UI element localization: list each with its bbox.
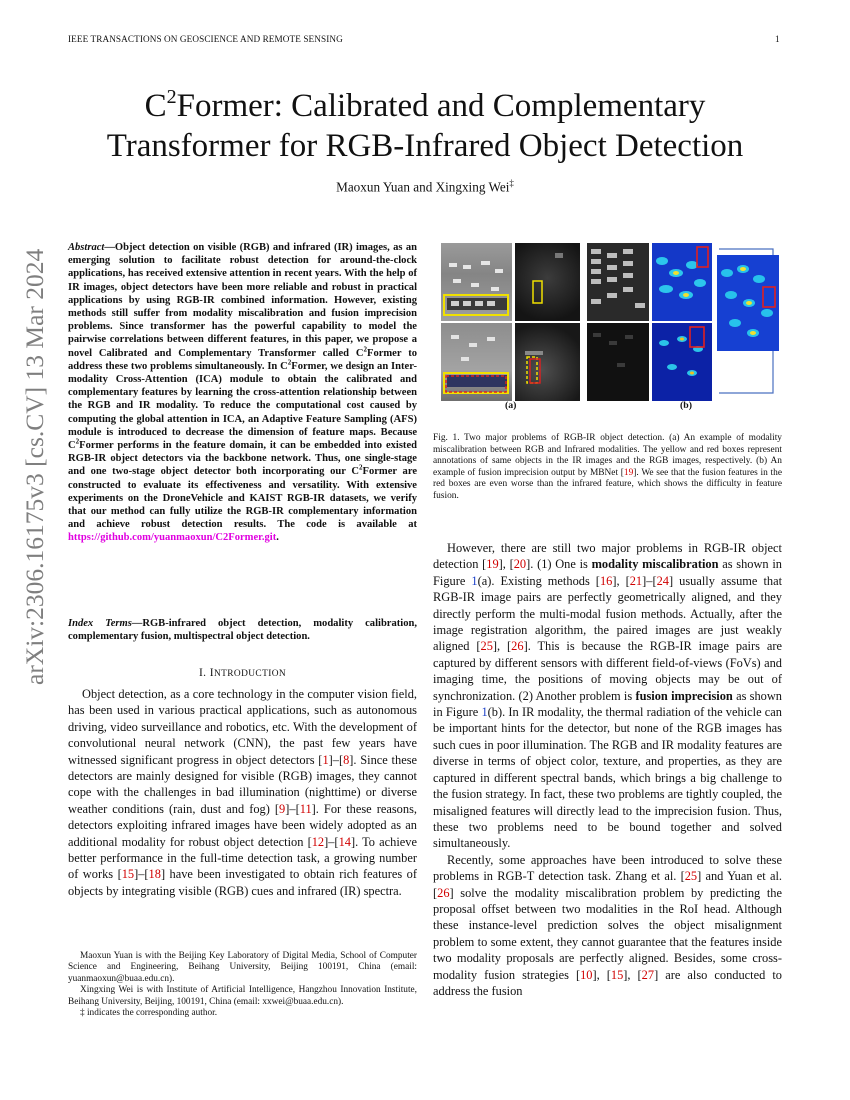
right-column-body	[433, 540, 782, 999]
abstract-sup-3: 2	[75, 437, 80, 446]
page-number: 1	[775, 34, 780, 44]
rgb-aerial-image-top	[441, 243, 512, 321]
citation-link[interactable]: 25	[684, 869, 698, 884]
citation-link[interactable]: 16	[599, 573, 613, 588]
body-text: Recently, some approaches have been introduced to solve these problems in RGB-T detection task. Zhang et al. [	[433, 852, 782, 884]
body-text: ]. This is because the RGB-IR image pairs are captured by different sensors with different field-of-views (FoVs) and imaging time, the positions of moving objects may be out of synchronization. (2) Another problem is	[433, 639, 782, 703]
citation-link[interactable]: 11	[299, 801, 312, 816]
footnote-corresponding: ‡ indicates the corresponding author.	[80, 1008, 218, 1019]
caption-head: Fig. 1.	[433, 433, 460, 443]
intro-text: ]–[	[285, 801, 300, 816]
title-line2: Transformer for RGB-Infrared Object Detection	[106, 128, 744, 164]
section-heading-introduction	[68, 667, 417, 679]
body-text: (b). In IR modality, the thermal radiation of the vehicle can be important hints for the detector, but none of the RGB images has such cues in poor illumination. The RGB and IR modality features are diverse in terms of object color, texture, and properties, as they are captured in different spectral bands, which brings a big challenge to the fusion strategy. In fact, these two problems are tightly coupled, the misaligned features will directly lead to the imprecision fusion. Thus, these two problems need to be bound together and solved simultaneously.	[433, 705, 782, 851]
citation-link[interactable]: 27	[641, 967, 655, 982]
body-text: ], [	[612, 573, 630, 588]
body-text: ], [	[492, 639, 512, 654]
paragraph-problems	[433, 540, 782, 852]
citation-link[interactable]: 19	[623, 467, 634, 478]
body-text: ] are also conducted to address the fusion	[433, 967, 782, 998]
title-superscript: 2	[166, 86, 177, 108]
intro-text: ]–[	[134, 867, 149, 882]
abstract-sup-1: 2	[363, 345, 367, 354]
citation-link[interactable]: 15	[610, 967, 624, 982]
arxiv-id: arXiv:2306.16175v3 [cs.CV] 13 Mar 2024	[20, 248, 49, 685]
running-header-journal: IEEE TRANSACTIONS ON GEOSCIENCE AND REMOTE SENSING	[68, 34, 343, 44]
code-link[interactable]: https://github.com/yuanmaoxun/C2Former.git	[68, 532, 277, 544]
intro-text: ]–[	[328, 752, 344, 767]
citation-link[interactable]: 9	[279, 801, 286, 816]
abstract-end: .	[276, 532, 279, 544]
body-text: ]–[	[642, 573, 657, 588]
rgb-parking-image	[587, 243, 649, 321]
section-number: I.	[198, 667, 210, 679]
body-text: as shown in Figure	[433, 688, 783, 720]
footnote-author-2: Xingxing Wei is with Institute of Artificial Intelligence, Hangzhou Innovation Institute, Beihang University, Beijing, 100191, China (email: xxwei@buaa.edu.cn).	[68, 985, 417, 1007]
infrared-feature-map-bottom	[652, 323, 712, 401]
arxiv-watermark	[20, 248, 56, 685]
paragraph-recent-approaches	[433, 852, 782, 1000]
ir-parking-image	[587, 323, 649, 401]
intro-text: ]. Since these detectors are mainly designed for visible (RGB) images, they cannot cope with the challenges in bad illumination (nighttime) or diverse weather conditions (rain, dust and fog) [	[68, 752, 418, 816]
title-line1: Former: Calibrated and Complementary	[176, 88, 706, 124]
figure-link[interactable]: 1	[471, 573, 478, 588]
figure-label-b: (b)	[680, 400, 692, 411]
citation-link[interactable]: 10	[580, 967, 593, 982]
citation-link[interactable]: 18	[148, 867, 161, 882]
ir-image-bottom	[515, 323, 580, 401]
body-text: as shown in Figure	[433, 557, 782, 588]
figure-1-caption	[433, 433, 782, 503]
authors-text: Maoxun Yuan and Xingxing Wei	[336, 179, 510, 195]
fusion-feature-map-top	[652, 243, 712, 321]
abstract-text-4: Former performs in the feature domain, it can be embedded into existed RGB-IR object detectors via the backbone network. Thus, one single-stage and one two-stage object detector both incorporating our C	[68, 440, 417, 478]
intro-text: ]. To achieve better performance in the full-time detection task, a growing number of works [	[68, 834, 417, 882]
body-text: ]. (1) One is	[526, 557, 592, 572]
body-text: ], [	[623, 967, 642, 982]
intro-text: Object detection, as a core technology in the computer vision field, has been used in various practical applications, such as autonomous driving, video surveillance and robotics, etc. With the development of convolutional neural network (CNN), the past few years have witnessed significant progress in object detectors [	[68, 687, 417, 767]
abstract-text-3: Former, we design an Inter-modality Cross-Attention (ICA) module to obtain the calibrated and complementary features by learning the cross-attention relationship between the RGB and IR modality. To reduce the computational cost caused by computing the global attention in ICA, an Adaptive Feature Sampling (AFS) module is introduced to decrease the dimension of feature maps. Because C	[68, 360, 417, 452]
abstract-sup-2: 2	[287, 358, 292, 367]
bold-term: modality miscalibration	[591, 557, 719, 572]
intro-text: ] have been investigated to obtain rich features of objects by integrating visible (RGB) cues and infrared (IR) spectra.	[68, 867, 417, 898]
abstract-text-5: Former are constructed to evaluate its effectiveness and versatility. With extensive experiments on the DroneVehicle and KAIST RGB-IR datasets, we verify that our method can fully utilize the RGB-IR complementary information and achieve robust detection results. The code is available at	[68, 466, 417, 531]
author-list	[60, 178, 790, 195]
citation-link[interactable]: 26	[437, 885, 450, 900]
citation-link[interactable]: 14	[338, 834, 351, 849]
citation-link[interactable]: 24	[656, 573, 669, 588]
paper-title	[60, 86, 790, 166]
title-c: C	[144, 88, 167, 124]
index-terms-text: —RGB-infrared object detection, modality calibration, complementary fusion, multispectral object detection.	[68, 618, 417, 643]
body-text: ], [	[592, 967, 611, 982]
body-text: ], [	[498, 557, 514, 572]
citation-link[interactable]: 12	[311, 834, 325, 849]
intro-text: ]–[	[324, 834, 339, 849]
body-text: ] and Yuan et al. [	[433, 869, 782, 900]
bold-term: fusion imprecision	[635, 688, 733, 703]
body-text: ] solve the modality miscalibration problem by predicting the proposal offset between two modalities in the RoI head. Although these instance-level prediction solves the object misalignment problem to some extent, they cannot guarantee that the features inside two modality proposals are perfectly aligned. Besides, some cross-modality fusion strategies [	[433, 885, 782, 982]
body-text: (a). Existing methods [	[477, 573, 600, 588]
citation-link[interactable]: 15	[121, 867, 135, 882]
footnote-author-1: Maoxun Yuan is with the Beijing Key Laboratory of Digital Media, School of Computer Science and Engineering, Beihang University, Beijing 100191, China (email: yuanmaoxun@buaa.edu.cn).	[68, 951, 417, 984]
abstract-text-1: —Object detection on visible (RGB) and infrared (IR) images, as an emerging solution to facilitate robust detection for around-the-clock applications, has received extensive attention in recent years. With the help of IR images, object detectors have been more reliable and robust in practical applications by using RGB-IR combined information. However, existing methods still suffer from modality miscalibration and fusion imprecision problems. Since transformer has the powerful capability to model the pairwise correlations between different features, in this paper, we propose a novel Calibrated and Complementary Transformer called C	[68, 242, 417, 359]
citation-link[interactable]: 21	[629, 573, 643, 588]
index-terms-lead: Index Terms	[68, 618, 132, 629]
citation-link[interactable]: 20	[513, 557, 527, 572]
citation-link[interactable]: 26	[511, 639, 524, 654]
abstract-lead: Abstract	[68, 242, 105, 253]
introduction-paragraph	[68, 686, 417, 899]
citation-link[interactable]: 25	[480, 639, 493, 654]
caption-text: ]. We see that the fusion features in the red boxes are even worse than the infrared feature, which shows the difficulty in feature fusion.	[433, 467, 782, 501]
figure-label-a: (a)	[505, 400, 517, 411]
section-rest: NTRODUCTION	[213, 669, 287, 679]
citation-link[interactable]: 1	[322, 752, 329, 767]
abstract	[68, 241, 417, 545]
abstract-text-2: Former to address these two problems simultaneously. In C	[68, 347, 418, 372]
citation-link[interactable]: 19	[486, 557, 499, 572]
rgb-feature-map-right	[717, 243, 779, 401]
section-first-letter: I	[209, 667, 214, 679]
figure-1	[441, 243, 780, 413]
caption-text: Two major problems of RGB-IR object detection. (a) An example of modality miscalibration between RGB and Infrared modalities. The yellow and red boxes represent annotations of same objects in the IR images and the RGB images, respectively. (b) An example of fusion imprecision output by MBNet [	[433, 433, 782, 478]
citation-link[interactable]: 8	[343, 752, 350, 767]
intro-text: ]. For these reasons, detectors exploiting infrared images have been widely adopted as an additional modality for robust object detection [	[68, 801, 417, 849]
author-footnotes	[68, 951, 417, 1019]
body-text: However, there are still two major problems in RGB-IR object detection [	[433, 541, 782, 572]
index-terms	[68, 617, 417, 643]
corresponding-mark: ‡	[509, 178, 514, 188]
rgb-aerial-image-bottom	[441, 323, 512, 401]
body-text: ] usually assume that RGB-IR image pairs are perfectly geometrically aligned, and they directly perform the multi-modal fusion methods. Actually, after the image registration algorithm, the paired images are just weakly aligned [	[433, 573, 783, 654]
figure-link[interactable]: 1	[481, 705, 488, 720]
abstract-sup-4: 2	[359, 463, 363, 472]
ir-image-top	[515, 243, 580, 321]
